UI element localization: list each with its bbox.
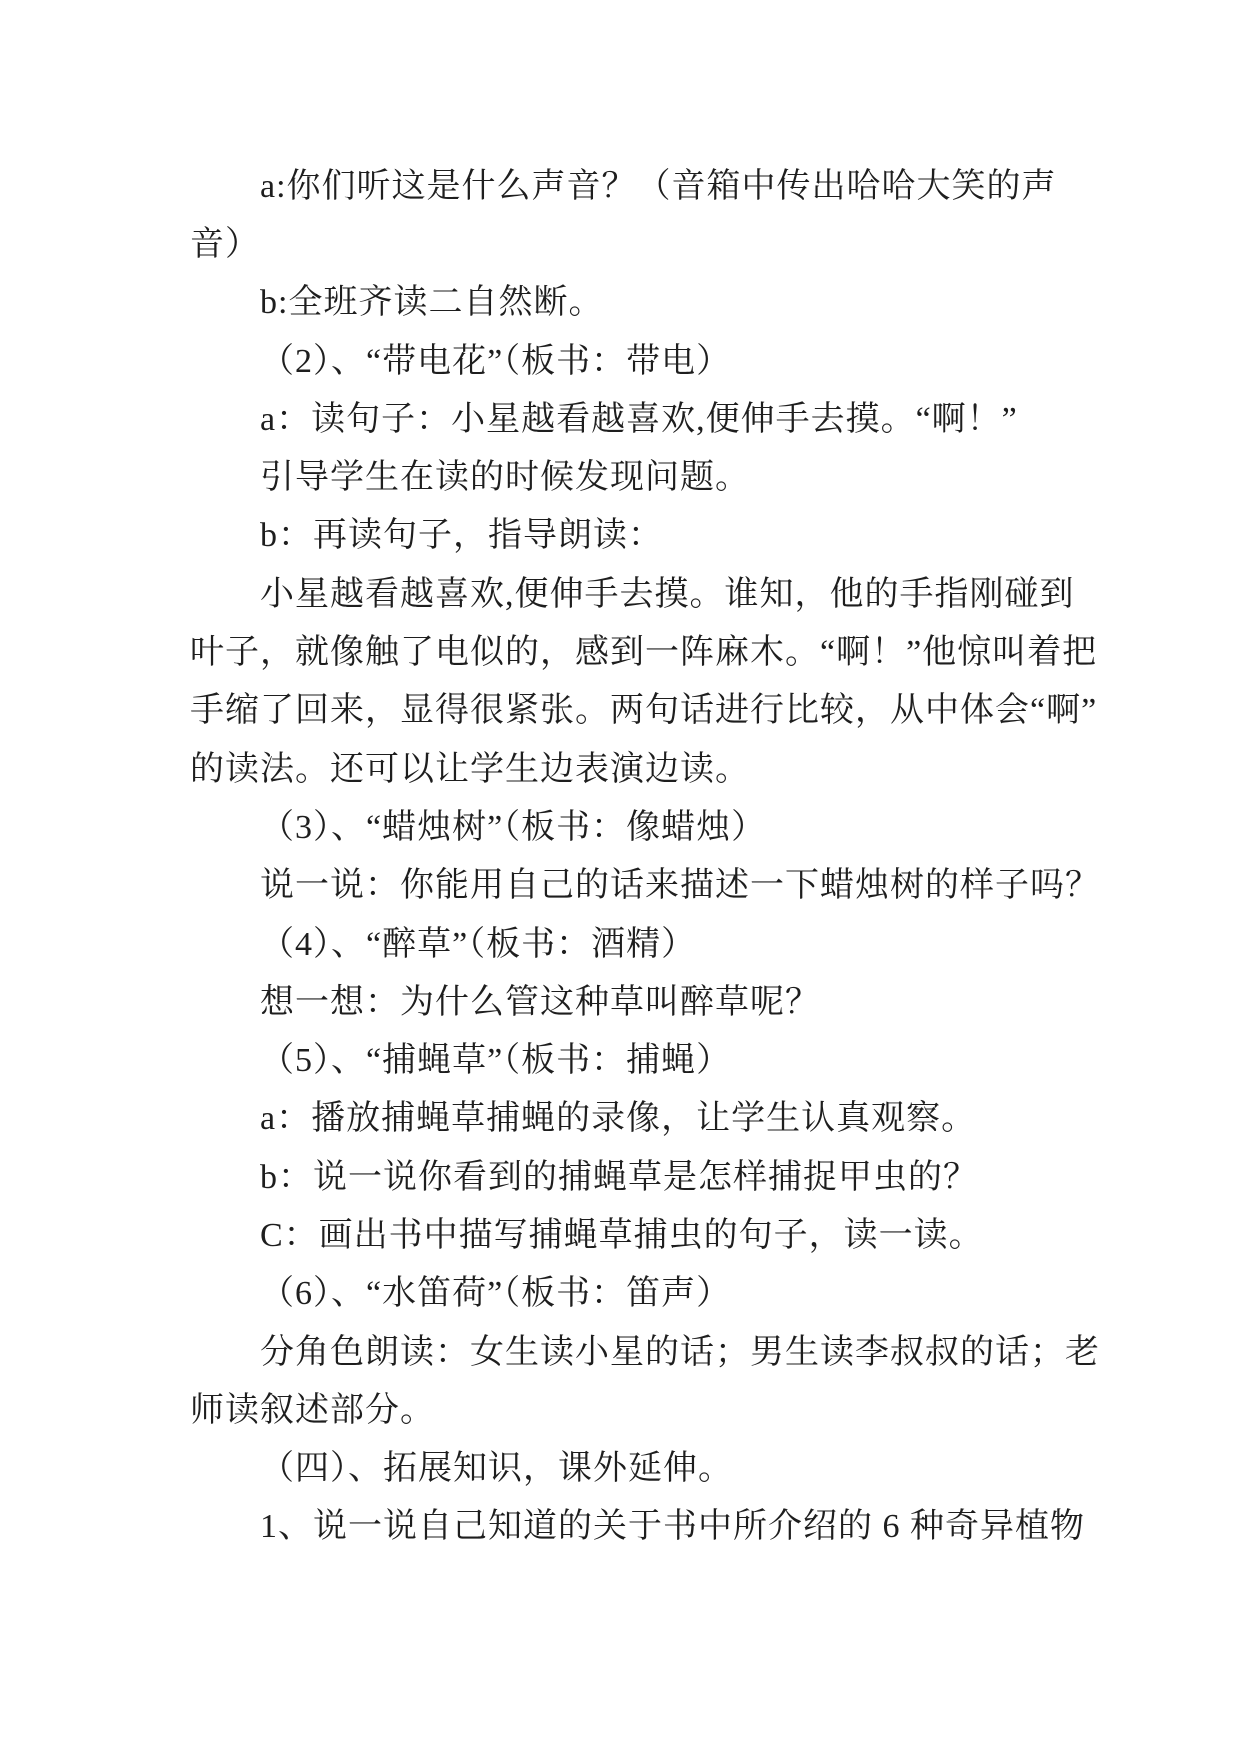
text-line: （四）、拓展知识，课外延伸。 [260, 1450, 733, 1488]
text-line: 音） [190, 225, 260, 263]
text-line: （2）、“带电花”（板书：带电） [260, 342, 732, 380]
text-line: 分角色朗读：女生读小星的话；男生读李叔叔的话；老 [260, 1333, 1100, 1371]
text-line: 师读叙述部分。 [190, 1391, 435, 1429]
document-text-block [190, 153, 1100, 1552]
text-line: b:全班齐读二自然断。 [260, 284, 604, 322]
text-line: 1、说一说自己知道的关于书中所介绍的 6 种奇异植物 [260, 1508, 1085, 1546]
text-line: a:你们听这是什么声音？（音箱中传出哈哈大笑的声 [260, 167, 1057, 205]
text-line: 说一说：你能用自己的话来描述一下蜡烛树的样子吗？ [260, 867, 1100, 905]
text-line: C：画出书中描写捕蝇草捕虫的句子，读一读。 [260, 1216, 984, 1254]
text-line: （6）、“水笛荷”（板书：笛声） [260, 1275, 732, 1313]
text-line: 手缩了回来，显得很紧张。两句话进行比较，从中体会“啊” [190, 692, 1098, 730]
text-line: b：再读句子，指导朗读： [260, 517, 663, 555]
text-line: 叶子，就像触了电似的，感到一阵麻木。“啊！”他惊叫着把 [190, 634, 1098, 672]
text-line: 想一想：为什么管这种草叫醉草呢？ [260, 983, 820, 1021]
text-line: a：读句子：小星越看越喜欢,便伸手去摸。“啊！” [260, 400, 1018, 438]
text-line: （3）、“蜡烛树”（板书：像蜡烛） [260, 808, 767, 846]
text-line: 的读法。还可以让学生边表演边读。 [190, 750, 750, 788]
text-line: a：播放捕蝇草捕蝇的录像，让学生认真观察。 [260, 1100, 977, 1138]
text-line: b：说一说你看到的捕蝇草是怎样捕捉甲虫的？ [260, 1158, 978, 1196]
text-line: （5）、“捕蝇草”（板书：捕蝇） [260, 1042, 732, 1080]
text-line: （4）、“醉草”（板书：酒精） [260, 925, 697, 963]
text-line: 小星越看越喜欢,便伸手去摸。谁知，他的手指刚碰到 [260, 575, 1075, 613]
text-line: 引导学生在读的时候发现问题。 [260, 459, 750, 497]
